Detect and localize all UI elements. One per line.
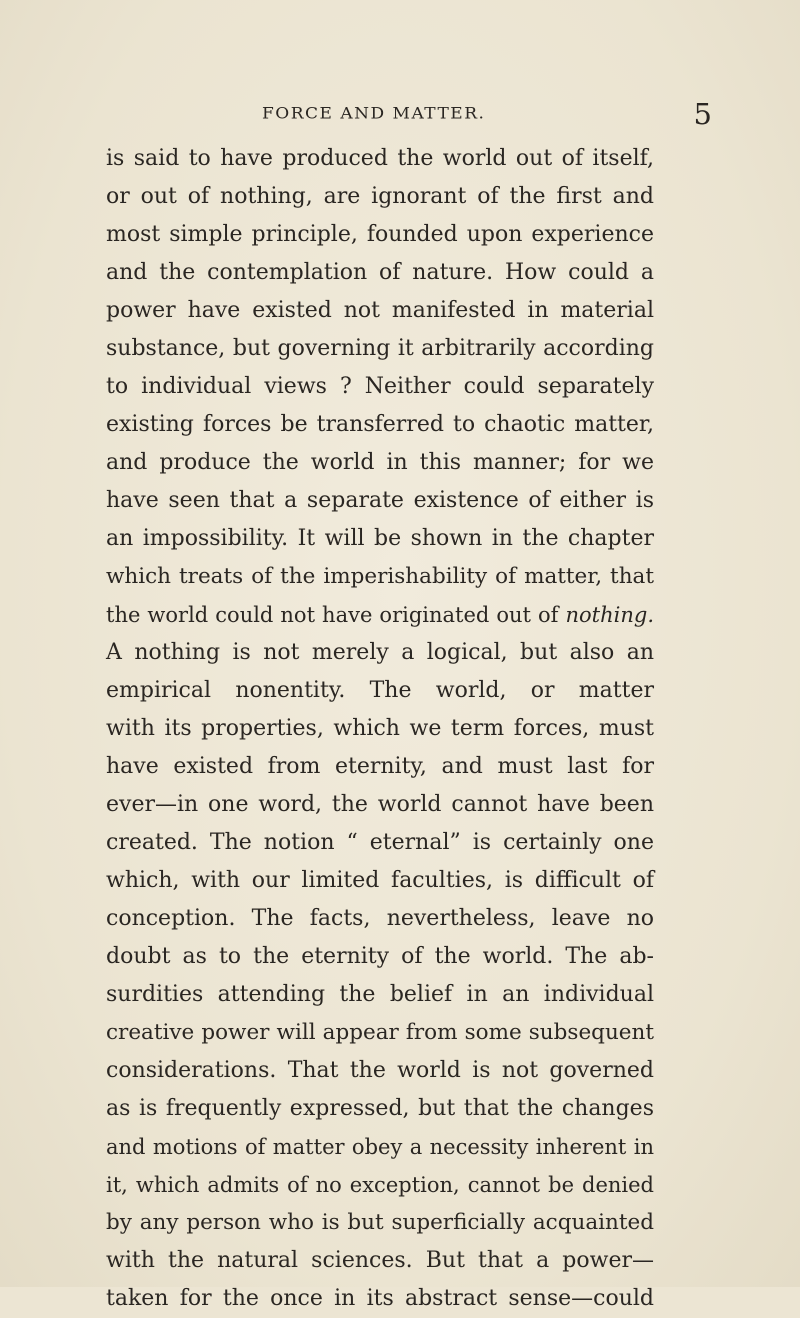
running-head	[232, 97, 712, 134]
text-line: have existed from eternity, and must last for	[106, 754, 654, 779]
text-line: an impossibility. It will be shown in the chapter	[106, 526, 654, 551]
text-line: which, with our limited faculties, is difficult of	[106, 868, 654, 893]
text-line: created. The notion “ eternal” is certainly one	[106, 830, 654, 855]
text-line: with its properties, which we term forces, must	[106, 716, 654, 741]
text-line: existing forces be transferred to chaotic matter,	[106, 412, 654, 437]
text-line: doubt as to the eternity of the world. The ab-	[106, 944, 654, 969]
text-line: which treats of the imperishability of matter, that	[106, 564, 654, 589]
text-line: ever—in one word, the world cannot have been	[106, 792, 654, 817]
text-line: by any person who is but superficially acquainted	[106, 1210, 654, 1235]
text-line: power have existed not manifested in material	[106, 298, 654, 323]
page-number: 5	[693, 97, 712, 131]
text-line: with the natural sciences. But that a power—	[106, 1248, 654, 1273]
text-line: empirical nonentity. The world, or matter	[106, 678, 654, 703]
text-line: and the contemplation of nature. How could a	[106, 260, 654, 285]
text-line: to individual views ? Neither could separately	[106, 374, 654, 399]
text-line: substance, but governing it arbitrarily according	[106, 336, 654, 361]
text-line: A nothing is not merely a logical, but also an	[106, 640, 654, 665]
text-line: most simple principle, founded upon experience	[106, 222, 654, 247]
text-line: it, which admits of no exception, cannot be denied	[106, 1173, 654, 1197]
body-text	[106, 140, 654, 1318]
running-head-title: FORCE AND MATTER.	[262, 104, 486, 124]
text-line: and motions of matter obey a necessity inherent in	[106, 1135, 654, 1159]
text-line-with-italic	[106, 596, 654, 634]
text-segment: the world could not have originated out of	[106, 603, 559, 627]
text-line: considerations. That the world is not governed	[106, 1058, 654, 1083]
text-line: conception. The facts, nevertheless, leave no	[106, 906, 654, 931]
text-line: or out of nothing, are ignorant of the first and	[106, 184, 654, 209]
text-line: is said to have produced the world out of itself,	[106, 146, 654, 171]
text-line: taken for the once in its abstract sense—could	[106, 1286, 654, 1311]
text-line: as is frequently expressed, but that the changes	[106, 1096, 654, 1121]
text-line: have seen that a separate existence of either is	[106, 488, 654, 513]
text-line: creative power will appear from some subsequent	[106, 1020, 654, 1045]
italic-word: nothing.	[565, 603, 654, 627]
text-line: surdities attending the belief in an individual	[106, 982, 654, 1007]
text-line: and produce the world in this manner; for we	[106, 450, 654, 475]
